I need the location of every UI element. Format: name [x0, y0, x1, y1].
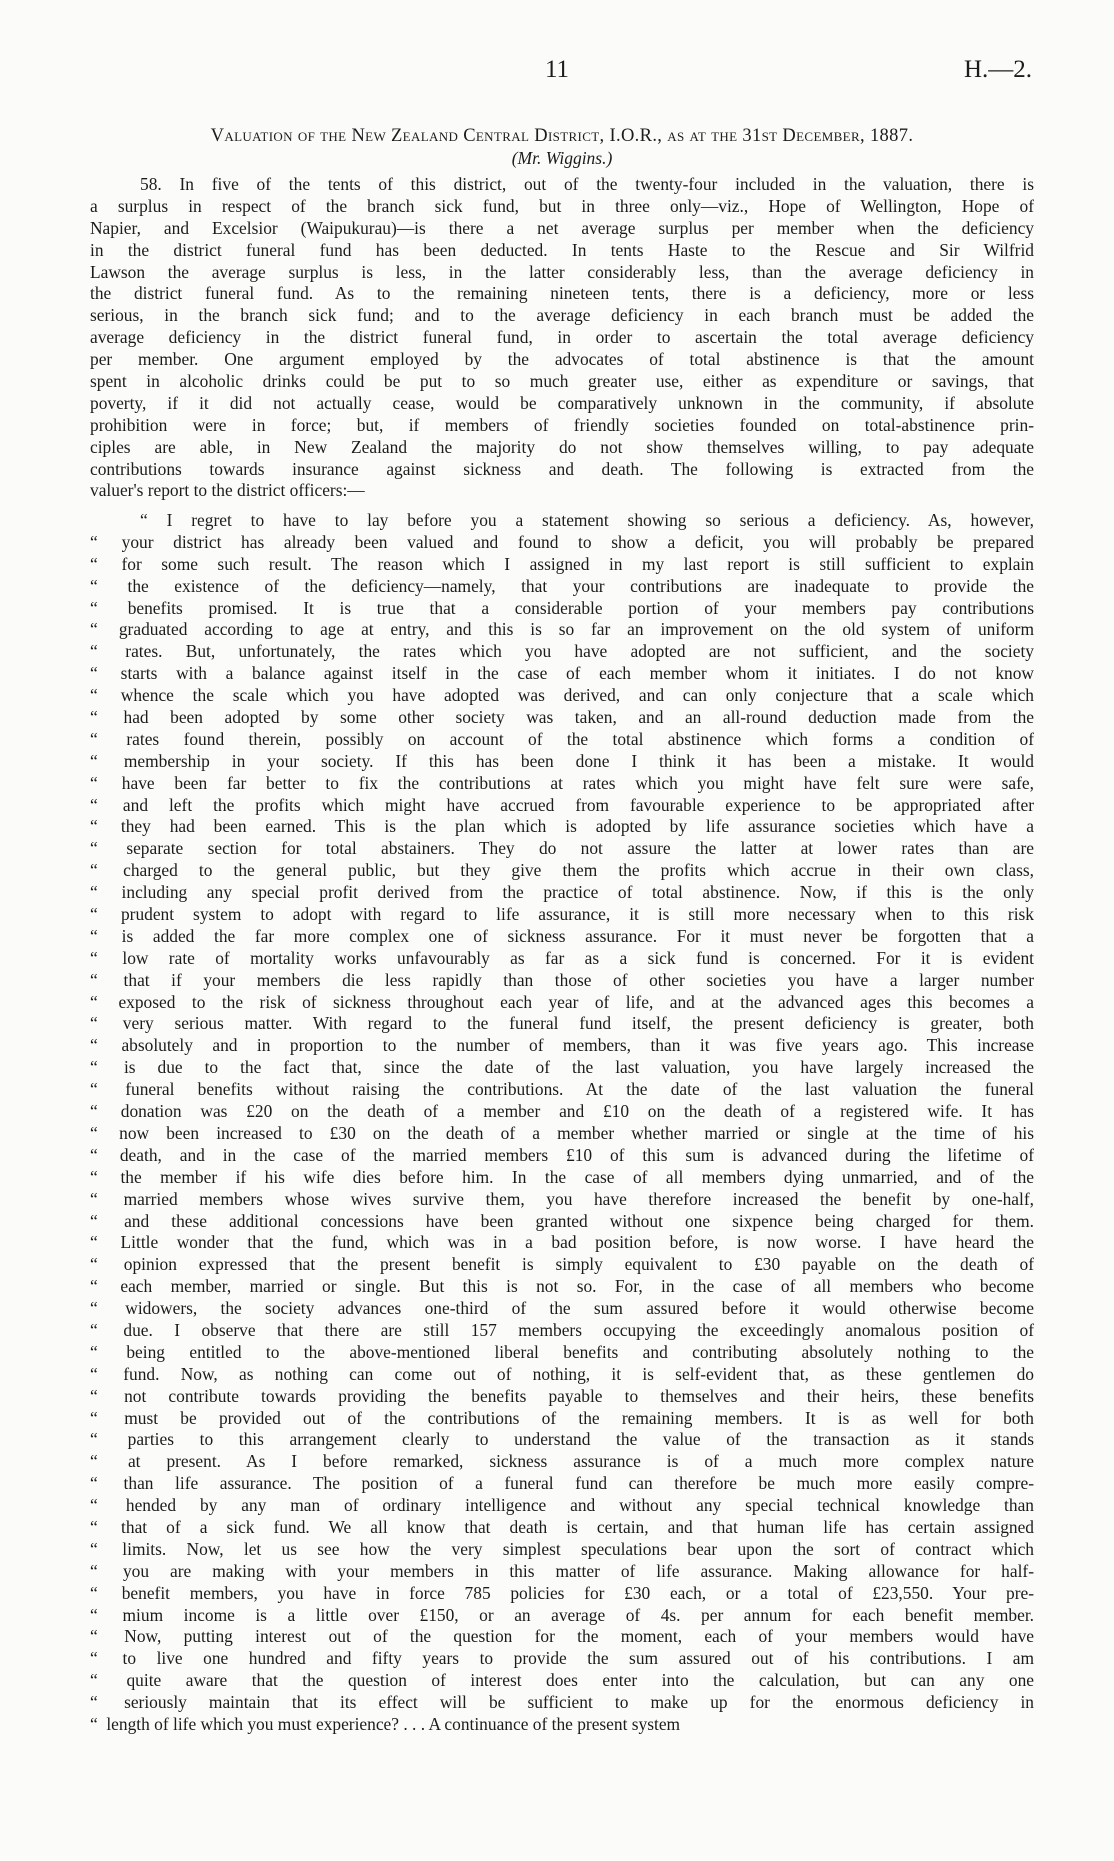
quote-mark: “ [90, 1122, 98, 1143]
text-line: Lawson the average surplus is less, in the latter considerably less, than the average deficiency in [90, 261, 1034, 282]
quote-mark: “ [90, 1276, 98, 1297]
quote-line: “ opinion expressed that the present benefit is simply equivalent to £30 payable on the death of [90, 1254, 1034, 1275]
quote-mark: “ [90, 1254, 98, 1275]
quote-line: “ separate section for total abstainers. They do not assure the latter at lower rates than are [90, 838, 1034, 859]
quote-mark: “ [90, 1626, 98, 1647]
quote-mark: “ [90, 1232, 98, 1253]
quote-line: “ rates. But, unfortunately, the rates which you have adopted are not sufficient, and the society [90, 641, 1034, 662]
quote-line: “ fund. Now, as nothing can come out of nothing, it is self-evident that, as these gentlemen do [90, 1363, 1034, 1384]
quote-mark: “ [90, 1144, 98, 1165]
quote-line: “ you are making with your members in this matter of life assurance. Making allowance for half- [90, 1560, 1034, 1581]
text-line: 58. In five of the tents of this district, out of the twenty-four included in the valuation, there is [140, 174, 1034, 194]
quote-mark: “ [90, 750, 98, 771]
quote-line: “ mium income is a little over £150, or an average of 4s. per annum for each benefit member. [90, 1604, 1034, 1625]
quote-line: “ donation was £20 on the death of a member and £10 on the death of a registered wife. It has [90, 1101, 1034, 1122]
quote-line: “ Little wonder that the fund, which was in a bad position before, is now worse. I have heard the [90, 1232, 1034, 1253]
quote-line: “ quite aware that the question of interest does enter into the calculation, but can any one [90, 1670, 1034, 1691]
quote-line: “ that of a sick fund. We all know that death is certain, and that human life has certain assigned [90, 1516, 1034, 1537]
quote-mark: “ [90, 707, 98, 728]
quote-line: “ is due to the fact that, since the date of the last valuation, you have largely increased the [90, 1057, 1034, 1078]
quote-mark: “ [90, 1101, 98, 1122]
quote-line: “ parties to this arrangement clearly to understand the value of the transaction as it stands [90, 1429, 1034, 1450]
quote-mark: “ [90, 531, 98, 552]
text-line: Napier, and Excelsior (Waipukurau)—is there a net average surplus per member when the deficiency [90, 217, 1034, 238]
quote-mark: “ [90, 1188, 98, 1209]
quote-line: “ hended by any man of ordinary intelligence and without any special technical knowledge than [90, 1495, 1034, 1516]
quote-line: “ including any special profit derived from the practice of total abstinence. Now, if this is the only [90, 882, 1034, 903]
quote-mark: “ [90, 1166, 98, 1187]
quote-line: “ the existence of the deficiency—namely, that your contributions are inadequate to provide the [90, 575, 1034, 596]
quote-line: “ than life assurance. The position of a funeral fund can therefore be much more easily compre- [90, 1473, 1034, 1494]
quote-line: “ must be provided out of the contributions of the remaining members. It is as well for both [90, 1407, 1034, 1428]
quote-line: “ benefits promised. It is true that a considerable portion of your members pay contributions [90, 597, 1034, 618]
section-heading: Valuation of the New Zealand Central District, I.O.R., as at the 31st December, 1887. [210, 126, 914, 146]
quote-mark: “ [90, 816, 98, 837]
quote-line: “ charged to the general public, but they give them the profits which accrue in their own class, [90, 860, 1034, 881]
quote-line: “ is added the far more complex one of sickness assurance. For it must never be forgotten that a [90, 925, 1034, 946]
quote-line: “ starts with a balance against itself in the case of each member whom it initiates. I do not know [90, 663, 1034, 684]
quote-line: “ exposed to the risk of sickness throughout each year of life, and at the advanced ages this becomes a [90, 991, 1034, 1012]
quote-line: “ prudent system to adopt with regard to life assurance, it is still more necessary when to this risk [90, 904, 1034, 925]
quote-mark: “ [90, 1298, 98, 1319]
quote-line: “ for some such result. The reason which I assigned in my last report is still sufficient to explain [90, 553, 1034, 574]
quote-line: “ each member, married or single. But this is not so. For, in the case of all members who become [90, 1276, 1034, 1297]
quote-mark: “ [90, 1385, 98, 1406]
quote-line: “ being entitled to the above-mentioned liberal benefits and contributing absolutely nothing to the [90, 1341, 1034, 1362]
text-line: poverty, if it did not actually cease, would be comparatively unknown in the community, if absolute [90, 392, 1034, 413]
text-line: contributions towards insurance against sickness and death. The following is extracted from the [90, 458, 1034, 479]
quote-mark: “ [90, 1648, 98, 1669]
paragraph-58 [90, 174, 1034, 502]
document-reference: H.—2. [963, 56, 1032, 83]
quote-mark: “ [90, 1319, 98, 1340]
quote-line: “ seriously maintain that its effect will be sufficient to make up for the enormous deficiency in [90, 1692, 1034, 1713]
quote-mark: “ [90, 1429, 98, 1450]
quote-mark: “ [90, 1604, 98, 1625]
text-line: prohibition were in force; but, if members of friendly societies founded on total-abstinence prin- [90, 414, 1034, 435]
quote-line: “ death, and in the case of the married members £10 of this sum is advanced during the lifetime of [90, 1144, 1034, 1165]
quote-line: “ Now, putting interest out of the question for the moment, each of your members would have [90, 1626, 1034, 1647]
quote-line: “ length of life which you must experience? . . . A continuance of the present system [90, 1713, 681, 1734]
quote-mark: “ [90, 904, 98, 925]
quote-mark: “ [90, 1692, 98, 1713]
quote-mark: “ [90, 619, 98, 640]
quote-mark: “ [90, 991, 98, 1012]
quote-mark: “ [90, 882, 98, 903]
section-subheading: (Mr. Wiggins.) [511, 148, 613, 168]
quote-mark: “ [90, 1670, 98, 1691]
quote-line: “ that if your members die less rapidly than those of other societies you have a larger number [90, 969, 1034, 990]
quote-line: “ I regret to have to lay before you a statement showing so serious a deficiency. As, however, [140, 510, 1034, 530]
quote-mark: “ [90, 1057, 98, 1078]
quote-line: “ low rate of mortality works unfavourably as far as a sick fund is concerned. For it is evident [90, 947, 1034, 968]
quote-line: “ the member if his wife dies before him. In the case of all members dying unmarried, and of the [90, 1166, 1034, 1187]
quote-mark: “ [90, 1473, 98, 1494]
quote-line: “ had been adopted by some other society was taken, and an all-round deduction made from the [90, 707, 1034, 728]
quote-line: “ and left the profits which might have accrued from favourable experience to be appropriated after [90, 794, 1034, 815]
quote-mark: “ [90, 947, 98, 968]
quote-line: “ married members whose wives survive them, you have therefore increased the benefit by one-half, [90, 1188, 1034, 1209]
quote-line: “ very serious matter. With regard to the funeral fund itself, the present deficiency is greater, both [90, 1013, 1034, 1034]
quote-line: “ they had been earned. This is the plan which is adopted by life assurance societies which have a [90, 816, 1034, 837]
quote-mark: “ [90, 1713, 98, 1734]
quote-mark: “ [90, 1495, 98, 1516]
text-line: in the district funeral fund has been deducted. In tents Haste to the Rescue and Sir Wilfrid [90, 239, 1034, 260]
quote-mark: “ [90, 1363, 98, 1384]
quote-line: “ widowers, the society advances one-third of the sum assured before it would otherwise become [90, 1298, 1034, 1319]
quote-mark: “ [90, 1560, 98, 1581]
quote-line: “ at present. As I before remarked, sickness assurance is of a much more complex nature [90, 1451, 1034, 1472]
quote-line: “ your district has already been valued and found to show a deficit, you will probably be prepared [90, 531, 1034, 552]
quote-line: “ have been far better to fix the contributions at rates which you might have felt sure were safe, [90, 772, 1034, 793]
quoted-report [90, 510, 1034, 1736]
quote-line: “ due. I observe that there are still 157 members occupying the exceedingly anomalous position of [90, 1319, 1034, 1340]
quote-line: “ to live one hundred and fifty years to provide the sum assured out of his contributions. I am [90, 1648, 1034, 1669]
quote-mark: “ [90, 794, 98, 815]
text-line: spent in alcoholic drinks could be put to so much greater use, either as expenditure or savings, that [90, 371, 1034, 392]
quote-line: “ benefit members, you have in force 785 policies for £30 each, or a total of £23,550. Your pre- [90, 1582, 1034, 1603]
quote-mark: “ [90, 685, 98, 706]
quote-line: “ rates found therein, possibly on account of the total abstinence which forms a condition of [90, 728, 1034, 749]
quote-mark: “ [90, 641, 98, 662]
text-line: valuer's report to the district officers:— [90, 480, 365, 501]
quote-line: “ absolutely and in proportion to the number of members, than it was five years ago. This increase [90, 1035, 1034, 1056]
quote-mark: “ [90, 553, 98, 574]
quote-mark: “ [90, 728, 98, 749]
quote-mark: “ [90, 1538, 98, 1559]
quote-mark: “ [90, 1210, 98, 1231]
quote-mark: “ [90, 1035, 98, 1056]
quote-line: “ funeral benefits without raising the contributions. At the date of the last valuation the funeral [90, 1079, 1034, 1100]
quote-mark: “ [90, 969, 98, 990]
text-line: serious, in the branch sick fund; and to the average deficiency in each branch must be added the [90, 305, 1034, 326]
quote-mark: “ [90, 663, 98, 684]
quote-mark: “ [90, 1516, 98, 1537]
quote-mark: “ [90, 772, 98, 793]
quote-mark: “ [90, 1079, 98, 1100]
quote-mark: “ [90, 1407, 98, 1428]
quote-line: “ now been increased to £30 on the death of a member whether married or single at the time of his [90, 1122, 1034, 1143]
quote-line: “ membership in your society. If this has been done I think it has been a mistake. It would [90, 750, 1034, 771]
quote-mark: “ [90, 1451, 98, 1472]
quote-mark: “ [90, 575, 98, 596]
text-line: a surplus in respect of the branch sick fund, but in three only—viz., Hope of Wellington, Hope of [90, 195, 1034, 216]
quote-line: “ graduated according to age at entry, and this is so far an improvement on the old system of uniform [90, 619, 1034, 640]
text-line: average deficiency in the district funeral fund, in order to ascertain the total average deficiency [90, 327, 1034, 348]
quote-line: “ limits. Now, let us see how the very simplest speculations bear upon the sort of contract which [90, 1538, 1034, 1559]
quote-mark: “ [90, 925, 98, 946]
quote-mark: “ [90, 1341, 98, 1362]
text-line: the district funeral fund. As to the remaining nineteen tents, there is a deficiency, more or less [90, 283, 1034, 304]
page-number: 11 [544, 56, 570, 83]
quote-mark: “ [90, 1582, 98, 1603]
quote-mark: “ [90, 597, 98, 618]
text-line: ciples are able, in New Zealand the majority do not show themselves willing, to pay adequate [90, 436, 1034, 457]
quote-mark: “ [90, 860, 98, 881]
quote-line: “ whence the scale which you have adopted was derived, and can only conjecture that a scale which [90, 685, 1034, 706]
quote-line: “ and these additional concessions have been granted without one sixpence being charged for them. [90, 1210, 1034, 1231]
text-line: per member. One argument employed by the advocates of total abstinence is that the amount [90, 349, 1034, 370]
quote-mark: “ [90, 1013, 98, 1034]
quote-line: “ not contribute towards providing the benefits payable to themselves and their heirs, these benefits [90, 1385, 1034, 1406]
quote-mark: “ [90, 838, 98, 859]
